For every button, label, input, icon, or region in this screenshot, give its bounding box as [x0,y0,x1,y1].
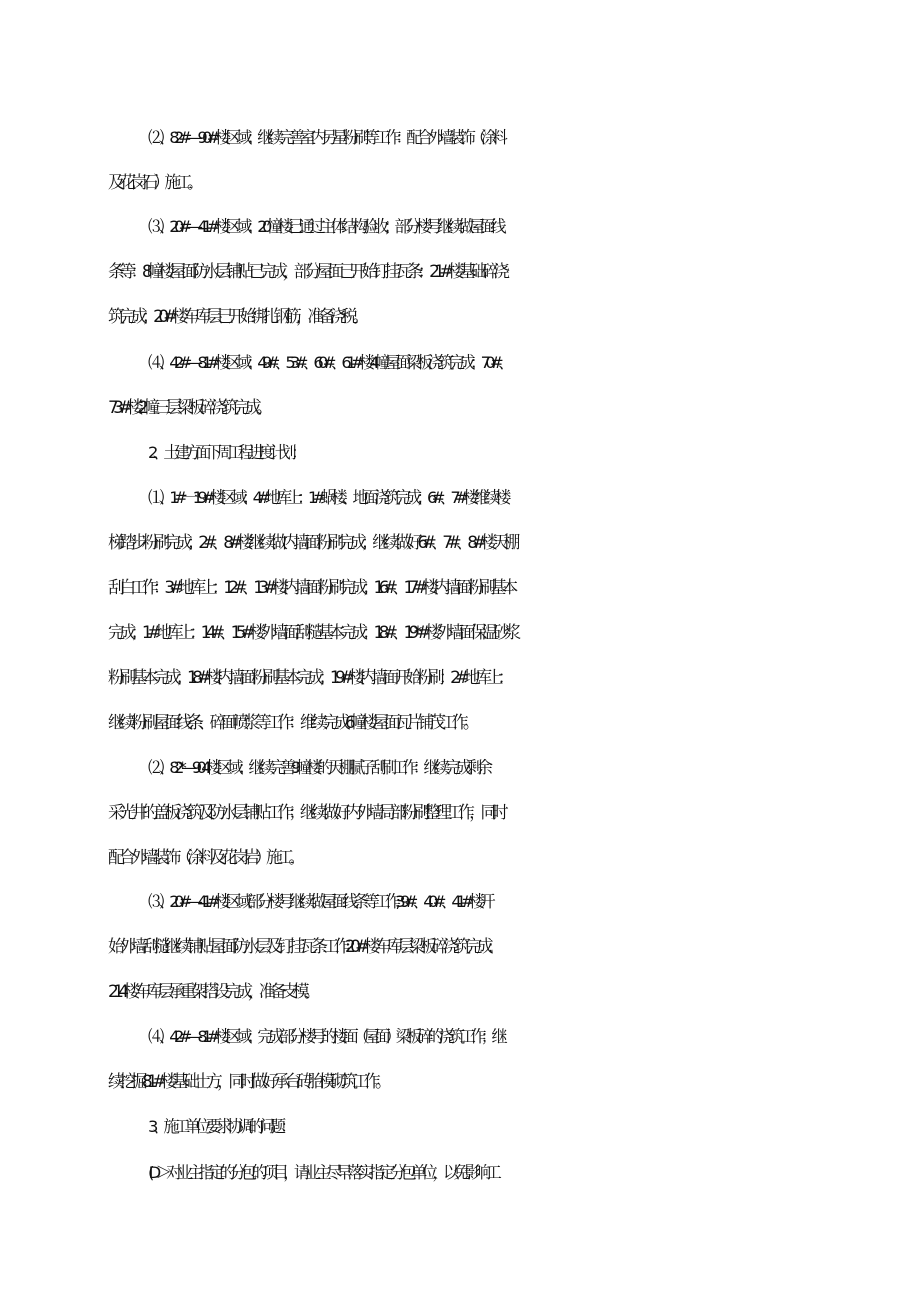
text-line: 完成；1#地库上：14#、15#楼外墙面刮糙基本完成：18#、19*#楼外墙面保温砂浆 [108,623,516,643]
text-line: ⑷、42#—81#楼区域：49#、53#、60#、61#楼4幢屋面梁板浇筑完成：70#、 [148,353,509,372]
text-line: 始外墙刮糙:继续铺贴屋面防水层及钉挂瓦条工作:20#楼车库层梁板碎浇筑完成: [108,937,488,957]
text-line: 刮白工作：3#地库上：12#、13#楼内墙面粉刷完成；16#、17#楼内墙面粉刷基本 [108,578,513,598]
text-line: (D＞对业主指定的分包的项目，请业主尽早落实指定分包单位，以免影响工 [148,1163,497,1182]
text-line: ⑷、42#—81#楼区域：完成部分楼号的楼面（屋面）梁板碎的浇筑工作；继 [148,1027,503,1046]
text-line: ⑶、20#—41#楼区域:部分楼号继续做屋面线条等工作;39#、40#、41#楼开 [148,892,491,911]
section-heading: 2、土建方面下周工程进度计划： [148,443,302,462]
text-line: 粉刷基本完成；18#楼内墙面粉刷基本完成；19#楼内墙面开始粉刷：2#地库上： [108,668,509,688]
text-line: ⑶、20#—41#楼区域：20憧楼已通过主体结构验收；部分楼号继续做屋面线 [148,217,501,236]
text-line: 及花岗石）施工。 [108,173,199,193]
text-line: 73#楼2幢三层梁板碎浇筑完成。 [108,398,268,418]
text-line: ⑵、82*—904楼区域：继续完善9幢楼的天棚腻子刮刷工作：继续完成剩余 [148,758,488,777]
section-heading: 3、施工单位要求协调的问题： [148,1117,292,1136]
text-line: ⑴、1#一19#楼区域：4#地库上：1#蜗楼、地面浇筑完成；6#、7#楼维续楼 [148,488,506,507]
text-line: 续挖掘81#楼基础土方，同时做好承台砖胎模砌筑工作。 [108,1072,387,1092]
text-line: 继续粉刷屋面线条、碎面喷浆等工作：维续完成6幢楼屋面瓦片铺茂工作。 [108,713,475,733]
text-line: 采光井的盖板浇筑及防水层铺贴工作；继续做好内外墙局部粉刷整理工作，同时 [108,803,503,823]
text-line: 筑完成；20#楼车库层已开始绑扎钢筋，准备浇税。 [108,307,364,327]
text-line: 条等：8幢楼屋面防水层铺贴已完成，部分屋面已开始钉挂瓦条：21#楼基础碎浇 [108,262,505,282]
text-line: ⑵、82#—90#楼区域：继续完善室内另星粉刷等工作：配合外墙装饰（涂料 [148,128,503,147]
text-line: 梯踏步粉刷完成；2#、8#楼继续做内墙面粉刷完成；继续做好6#、7#、8#楼天棚 [108,533,515,553]
text-line: 214楼车库层承重架搭设完成，准备支模。 [108,982,316,1002]
text-line: 配合外墙装饰（涂料及花岗岩）施工。 [108,848,300,868]
